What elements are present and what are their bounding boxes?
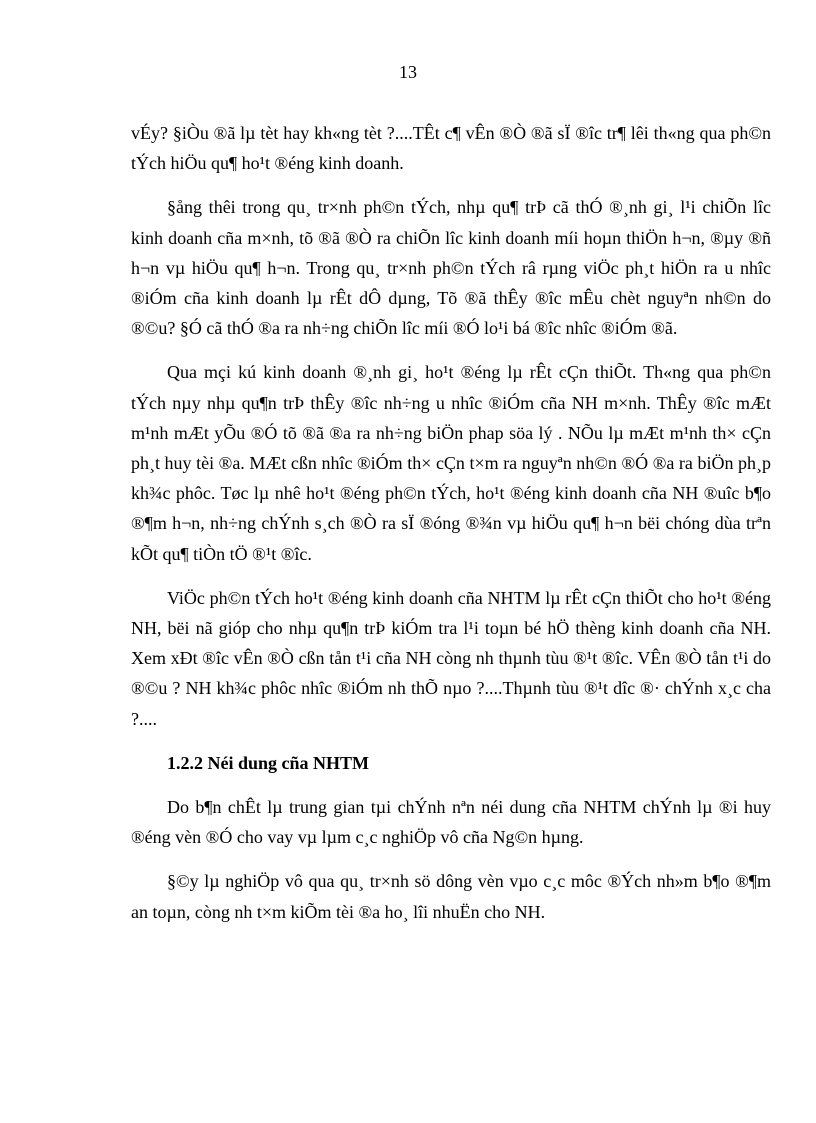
- document-body: [131, 118, 771, 941]
- paragraph-2: §ång thêi trong qu¸ tr×nh ph©n tÝch, nhµ qu¶ trÞ cã thÓ ®¸nh gi¸ l¹i chiÕn lîc kinh doanh cña m×nh, tõ ®ã ®Ò ra chiÕn lîc kinh doanh míi hoµn thiÖn h¬n, ®µy ®ñ h¬n vµ hiÖu qu¶ h¬n. Trong qu¸ tr×nh ph©n tÝch râ rµng viÖc ph¸t hiÖn ra u nhîc ®iÓm cña kinh doanh lµ rÊt dÔ dµng, Tõ ®ã thÊy ®îc mÊu chèt nguyªn nh©n do ®©u? §Ó cã thÓ ®a ra nh÷ng chiÕn lîc míi ®Ó lo¹i bá ®îc nhîc ®iÓm ®ã.: [131, 197, 771, 339]
- paragraph-6: §©y lµ nghiÖp vô qua qu¸ tr×nh sö dông vèn vµo c¸c môc ®Ých nh»m b¶o ®¶m an toµn, còng nh t×m kiÕm tèi ®a ho¸ lîi nhuËn cho NH.: [131, 871, 771, 922]
- paragraph-1: vÉy? §iÒu ®ã lµ tèt hay kh«ng tèt ?....TÊt c¶ vÊn ®Ò ®ã sÏ ®îc tr¶ lêi th«ng qua ph©n tÝch hiÖu qu¶ ho¹t ®éng kinh doanh.: [131, 123, 771, 174]
- paragraph-3: Qua mçi kú kinh doanh ®¸nh gi¸ ho¹t ®éng lµ rÊt cÇn thiÕt. Th«ng qua ph©n tÝch nµy nhµ qu¶n trÞ thÊy ®îc nh÷ng u nhîc ®iÓm cña NH m×nh. ThÊy ®îc mÆt m¹nh mÆt yÕu ®Ó tõ ®ã ®a ra nh÷ng biÖn phap söa lý . NÕu lµ mÆt m¹nh th× cÇn ph¸t huy tèi ®a. MÆt cßn nhîc ®iÓm th× cÇn t×m ra nguyªn nh©n ®Ó ®a ra biÖn ph¸p kh¾c phôc. Tøc lµ nhê ho¹t ®éng ph©n tÝch, ho¹t ®éng kinh doanh cña NH ®uîc b¶o ®¶m h¬n, nh÷ng chÝnh s¸ch ®Ò ra sÏ ®óng ®¾n vµ hiÖu qu¶ h¬n bëi chóng dùa trªn kÕt qu¶ tiÒn tÖ ®¹t ®îc.: [131, 362, 771, 564]
- page-number: 13: [399, 62, 417, 82]
- paragraph-5: Do b¶n chÊt lµ trung gian tµi chÝnh nªn néi dung cña NHTM chÝnh lµ ®i huy ®éng vèn ®Ó cho vay vµ lµm c¸c nghiÖp vô cña Ng©n hµng.: [131, 797, 771, 848]
- section-heading: 1.2.2 Néi dung cña NHTM: [167, 752, 370, 773]
- paragraph-4: ViÖc ph©n tÝch ho¹t ®éng kinh doanh cña NHTM lµ rÊt cÇn thiÕt cho ho¹t ®éng NH, bëi nã gióp cho nhµ qu¶n trÞ kiÓm tra l¹i toµn bé hÖ thèng kinh doanh cña NH. Xem xÐt ®îc vÊn ®Ò cßn tån t¹i cña NH còng nh thµnh tùu ®¹t ®îc. VÊn ®Ò tån t¹i do ®©u ? NH kh¾c phôc nhîc ®iÓm nh thÕ nµo ?....Thµnh tùu ®¹t dîc ®· chÝnh x¸c cha ?....: [131, 587, 771, 729]
